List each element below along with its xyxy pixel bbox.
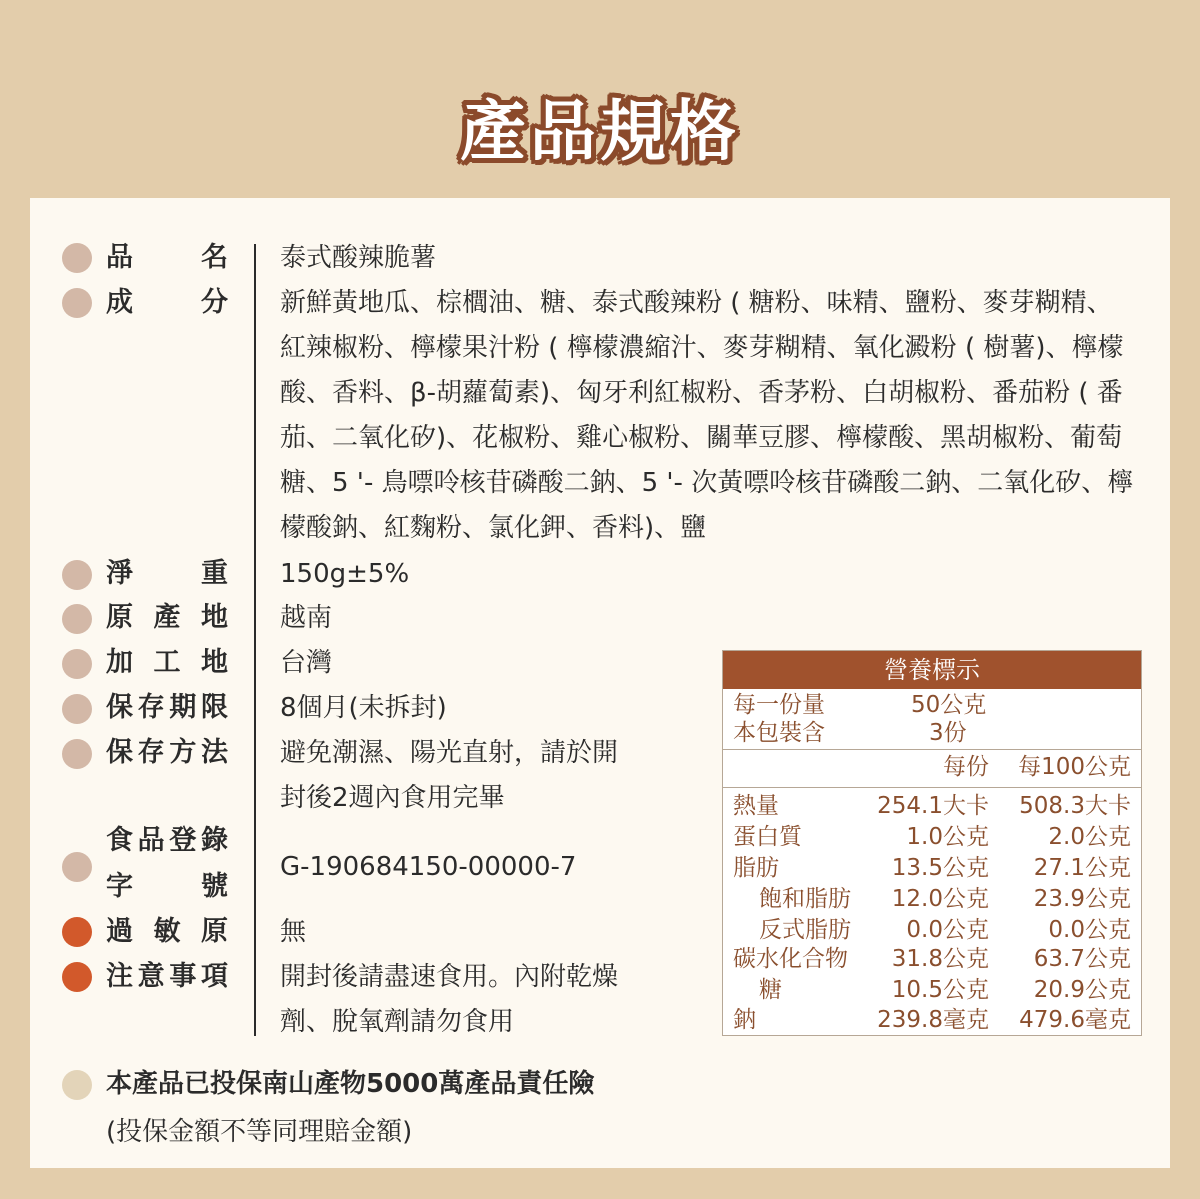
nutrient-per-100g: 479.6毫克 [1019,1007,1131,1033]
page-title: 產品規格 [460,93,740,170]
nutrient-name: 蛋白質 [733,824,802,850]
label-processing: 加工地 [106,647,228,678]
label-ingredients: 成分 [106,287,228,318]
bullet-dot [62,243,92,273]
nutrient-per-serving: 31.8公克 [891,946,989,972]
col-per-serving: 每份 [943,754,989,780]
bullet-dot [62,288,92,318]
nutrient-name: 鈉 [733,1007,756,1033]
nutrition-title: 營養標示 [723,651,1141,689]
label-shelf-life: 保存期限 [106,692,228,723]
ingredients-line: 酸、香料、β-胡蘿蔔素)、匈牙利紅椒粉、香茅粉、白胡椒粉、番茄粉 ( 番 [280,378,1123,408]
value-storage-1: 避免潮濕、陽光直射，請於開 [280,738,619,768]
value-net-weight: 150g±5% [280,559,410,589]
table-rule [723,787,1141,788]
label-net-weight: 淨重 [106,558,228,589]
nutrition-table [722,650,1142,1036]
nutrient-per-serving: 12.0公克 [891,886,989,912]
alert-dot [62,917,92,947]
nutrient-per-serving: 10.5公克 [891,977,989,1003]
ingredients-line: 紅辣椒粉、檸檬果汁粉 ( 檸檬濃縮汁、麥芽糊精、氧化澱粉 ( 樹薯)、檸檬 [280,333,1124,363]
value-shelf-life: 8個月(未拆封) [280,693,447,723]
nutrient-name: 熱量 [733,793,779,819]
nutrient-name: 飽和脂肪 [759,886,851,912]
value-notes-2: 劑、脫氧劑請勿食用 [280,1007,515,1037]
value-allergen: 無 [280,917,307,947]
value-name: 泰式酸辣脆薯 [280,243,437,273]
nutrient-name: 脂肪 [733,855,779,881]
label-registration-1: 食品登錄 [106,825,228,856]
servings-value: 3份 [929,720,967,746]
footer-dot [62,1070,92,1100]
label-registration-2: 字號 [106,871,228,902]
nutrient-per-serving: 254.1大卡 [877,793,989,819]
value-storage-2: 封後2週內食用完畢 [280,783,505,813]
insurance-disclaimer: (投保金額不等同理賠金額) [106,1117,413,1147]
value-processing: 台灣 [280,648,333,678]
table-rule [723,749,1141,750]
ingredients-line: 糖、5 '- 鳥嘌呤核苷磷酸二鈉、5 '- 次黃嘌呤核苷磷酸二鈉、二氧化矽、檸 [280,468,1134,498]
nutrient-per-serving: 1.0公克 [906,824,989,850]
value-notes-1: 開封後請盡速食用。內附乾燥 [280,962,619,992]
serving-value: 50公克 [911,692,987,718]
nutrient-name: 碳水化合物 [733,946,848,972]
value-registration: G-190684150-00000-7 [280,852,577,882]
nutrient-per-serving: 239.8毫克 [877,1007,989,1033]
nutrient-per-100g: 27.1公克 [1033,855,1131,881]
insurance-note: 本產品已投保南山產物5000萬產品責任險 [106,1069,595,1099]
bullet-dot [62,694,92,724]
bullet-dot [62,604,92,634]
nutrient-per-serving: 0.0公克 [906,917,989,943]
bullet-dot [62,852,92,882]
ingredients-line: 茄、二氧化矽)、花椒粉、雞心椒粉、關華豆膠、檸檬酸、黑胡椒粉、葡萄 [280,423,1123,453]
nutrient-name: 糖 [759,977,782,1003]
bullet-dot [62,649,92,679]
servings-label: 本包裝含 [733,720,825,746]
nutrient-per-serving: 13.5公克 [891,855,989,881]
label-origin: 原產地 [106,602,228,633]
alert-dot [62,962,92,992]
label-storage: 保存方法 [106,737,228,768]
nutrient-per-100g: 508.3大卡 [1019,793,1131,819]
label-name: 品名 [106,242,228,273]
label-notes: 注意事項 [106,961,228,992]
nutrient-per-100g: 20.9公克 [1033,977,1131,1003]
col-per-100g: 每100公克 [1018,754,1131,780]
ingredients-line: 新鮮黃地瓜、棕櫚油、糖、泰式酸辣粉 ( 糖粉、味精、鹽粉、麥芽糊精、 [280,288,1113,318]
nutrient-per-100g: 2.0公克 [1048,824,1131,850]
value-origin: 越南 [280,603,333,633]
nutrient-name: 反式脂肪 [759,917,851,943]
nutrient-per-100g: 23.9公克 [1033,886,1131,912]
nutrient-per-100g: 63.7公克 [1033,946,1131,972]
divider [254,244,256,1036]
serving-label: 每一份量 [733,692,825,718]
label-allergen: 過敏原 [106,916,228,947]
ingredients-line: 檬酸鈉、紅麴粉、氯化鉀、香料)、鹽 [280,513,707,543]
bullet-dot [62,739,92,769]
nutrient-per-100g: 0.0公克 [1048,917,1131,943]
bullet-dot [62,560,92,590]
